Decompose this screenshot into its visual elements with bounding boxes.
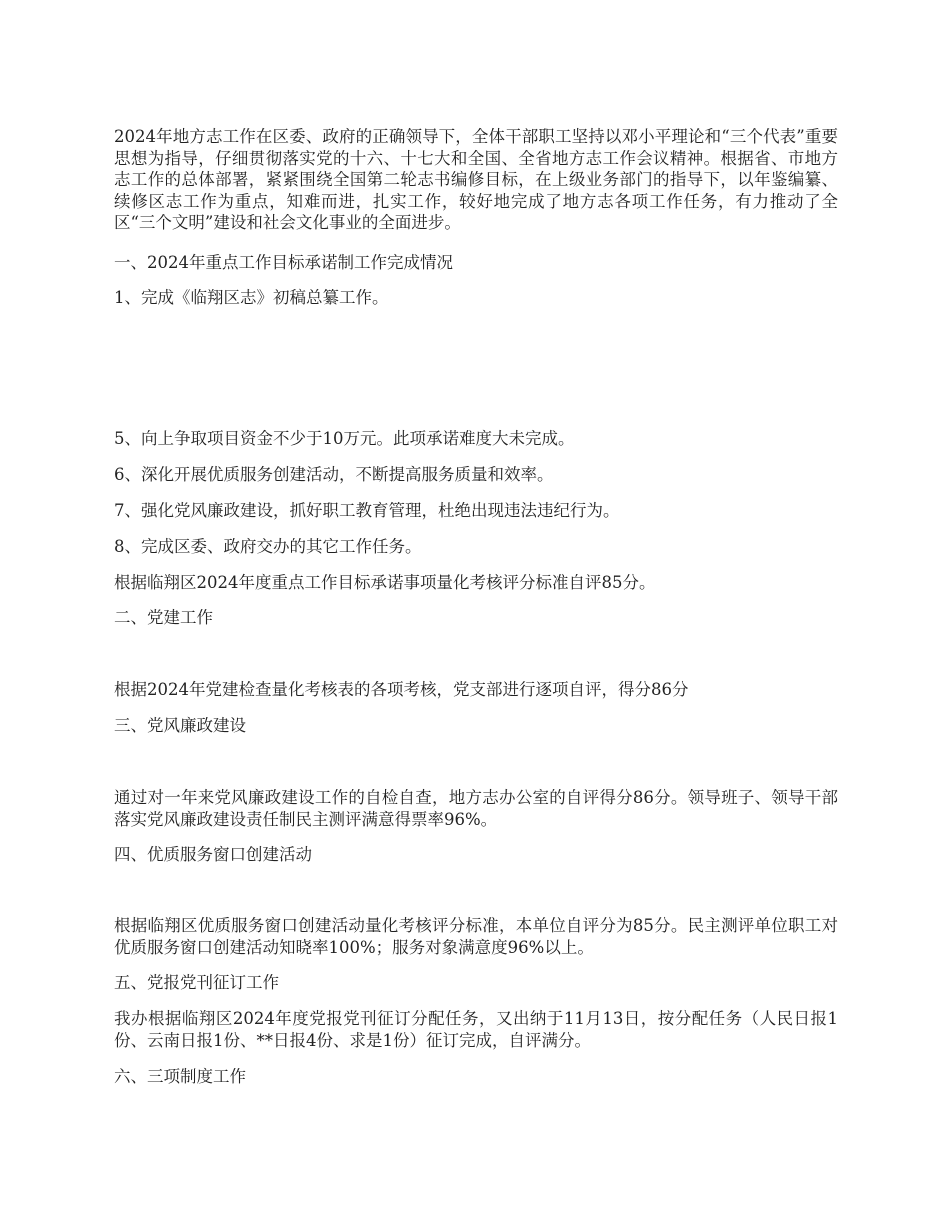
integrity-paragraph: 通过对一年来党风廉政建设工作的自检自查，地方志办公室的自评得分86分。领导班子、领导干部落实党风廉政建设责任制民主测评满意得票率96%。 — [114, 788, 838, 829]
party-building-score: 根据2024年党建检查量化考核表的各项考核，党支部进行逐项自评，得分86分 — [114, 680, 689, 699]
section-heading-subscriptions: 五、党报党刊征订工作 — [114, 973, 279, 992]
service-window-paragraph: 根据临翔区优质服务窗口创建活动量化考核评分标准，本单位自评分为85分。民主测评单位职工对优质服务窗口创建活动知晓率100%；服务对象满意度96%以上。 — [114, 916, 838, 957]
list-item-5: 5、向上争取项目资金不少于10万元。此项承诺难度大未完成。 — [114, 429, 575, 448]
list-item-8: 8、完成区委、政府交办的其它工作任务。 — [114, 537, 422, 556]
list-item-7: 7、强化党风廉政建设，抓好职工教育管理，杜绝出现违法违纪行为。 — [114, 501, 620, 520]
self-score-key-targets: 根据临翔区2024年度重点工作目标承诺事项量化考核评分标准自评85分。 — [114, 573, 656, 592]
section-heading-service-window: 四、优质服务窗口创建活动 — [114, 845, 312, 864]
intro-paragraph: 2024年地方志工作在区委、政府的正确领导下，全体干部职工坚持以邓小平理论和“三个代表”重要思想为指导，仔细贯彻落实党的十六、十七大和全国、全省地方志工作会议精神。根据省、市地方志工作的总体部署，紧紧围绕全国第二轮志书编修目标，在上级业务部门的指导下，以年鉴编纂、续修区志工作为重点，知难而进，扎实工作，较好地完成了地方志各项工作任务，有力推动了全区“三个文明”建设和社会文化事业的全面进步。 — [114, 127, 838, 232]
section-heading-integrity: 三、党风廉政建设 — [114, 716, 246, 735]
section-heading-three-systems: 六、三项制度工作 — [114, 1067, 246, 1086]
list-item-6: 6、深化开展优质服务创建活动，不断提高服务质量和效率。 — [114, 465, 554, 484]
section-heading-key-targets: 一、2024年重点工作目标承诺制工作完成情况 — [114, 253, 453, 272]
section-heading-party-building: 二、党建工作 — [114, 608, 213, 627]
subscriptions-paragraph: 我办根据临翔区2024年度党报党刊征订分配任务，又出纳于11月13日，按分配任务（人民日报1份、云南日报1份、**日报4份、求是1份）征订完成，自评满分。 — [114, 1009, 838, 1050]
list-item-1: 1、完成《临翔区志》初稿总纂工作。 — [114, 288, 389, 307]
